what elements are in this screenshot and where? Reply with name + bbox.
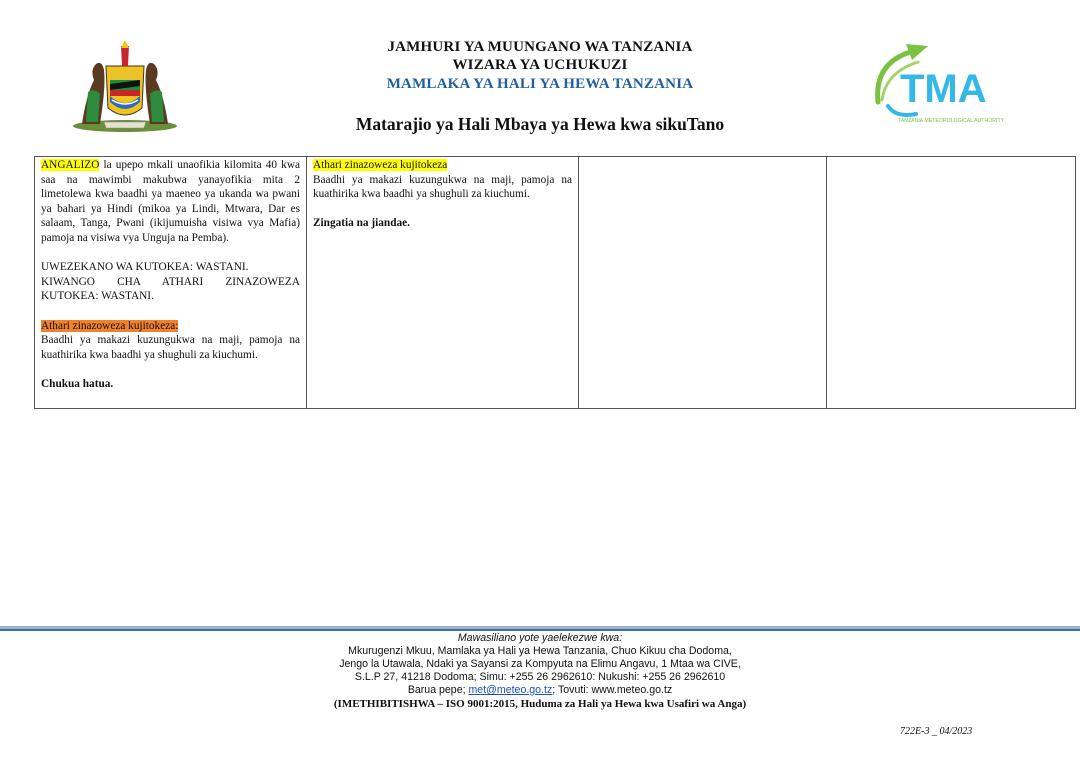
footer-intro: Mawasiliano yote yaelekezwe kwa: [457, 632, 623, 644]
coat-of-arms-icon [66, 36, 184, 134]
tma-logo-icon [866, 36, 1006, 128]
website-text: ; Tovuti: www.meteo.go.tz [552, 684, 673, 696]
warning-cell-day4 [827, 157, 1076, 409]
impacts-label: Athari zinazoweza kujitokeza [313, 159, 448, 171]
footer-address-line3: S.L.P 27, 41218 Dodoma; Simu: +255 26 2962610: Nukushi: +255 26 2962610 [354, 671, 726, 683]
warning-cell-day1 [35, 157, 307, 409]
warning-cell-day3 [579, 157, 827, 409]
footer-divider-accent [0, 629, 1080, 631]
warnings-table [34, 156, 1076, 409]
tma-logo-text: TMA [900, 67, 987, 111]
likelihood-text: UWEZEKANO WA KUTOKEA: WASTANI. [41, 261, 249, 274]
document-code: 722E-3 _ 04/2023 [900, 726, 973, 737]
email-link[interactable]: met@meteo.go.tz [468, 684, 553, 696]
email-prefix: Barua pepe; [407, 684, 469, 696]
tma-logo-subtitle: TANZANIA METEOROLOGICAL AUTHORITY [898, 118, 1005, 124]
angalizo-text: la upepo mkali unaofikia kilomita 40 kwa saa na mawimbi makubwa yanayofikia mita 2 limetolewa kwa baadhi ya maeneo ya ukanda wa pwani ya bahari ya Hindi (mikoa ya Lindi, Mtwara, Dar es salaam, Tanga, Pwani (ikijumuisha visiwa vya Mafia) pamoja na visiwa vya Unguja na Pemba). [41, 159, 300, 244]
footer-address-line1: Mkurugenzi Mkuu, Mamlaka ya Hali ya Hewa Tanzania, Chuo Kikuu cha Dodoma, [348, 645, 732, 657]
angalizo-label: ANGALIZO [41, 159, 100, 171]
footer-contacts [240, 684, 840, 697]
impact-level-text: KIWANGO CHA ATHARI ZINAZOWEZA KUTOKEA: WASTANI. [41, 275, 300, 303]
header-republic: JAMHURI YA MUUNGANO WA TANZANIA [387, 39, 693, 55]
warning-cell-day2 [307, 157, 579, 409]
footer-address-line2: Jengo la Utawala, Ndaki ya Sayansi za Kompyuta na Elimu Angavu, 1 Mtaa wa CIVE, [339, 658, 741, 670]
impacts-label: Athari zinazoweza kujitokeza: [41, 319, 179, 332]
action-text: Zingatia na jiandae. [313, 217, 410, 230]
table-row [35, 157, 1076, 409]
footer-certification: (IMETHIBITISHWA – ISO 9001:2015, Huduma za Hali ya Hewa kwa Usafiri wa Anga) [333, 698, 747, 710]
header-agency: MAMLAKA YA HALI YA HEWA TANZANIA [386, 76, 694, 92]
page-title: Matarajio ya Hali Mbaya ya Hewa kwa sikuTano [355, 114, 725, 134]
action-text: Chukua hatua. [41, 377, 114, 390]
warning-text [41, 158, 300, 246]
impacts-text: Baadhi ya makazi kuzungukwa na maji, pamoja na kuathirika kwa baadhi ya shughuli za kiuchumi. [313, 173, 572, 201]
impacts-text: Baadhi ya makazi kuzungukwa na maji, pamoja na kuathirika kwa baadhi ya shughuli za kiuchumi. [41, 334, 300, 361]
header-ministry: WIZARA YA UCHUKUZI [452, 57, 628, 73]
